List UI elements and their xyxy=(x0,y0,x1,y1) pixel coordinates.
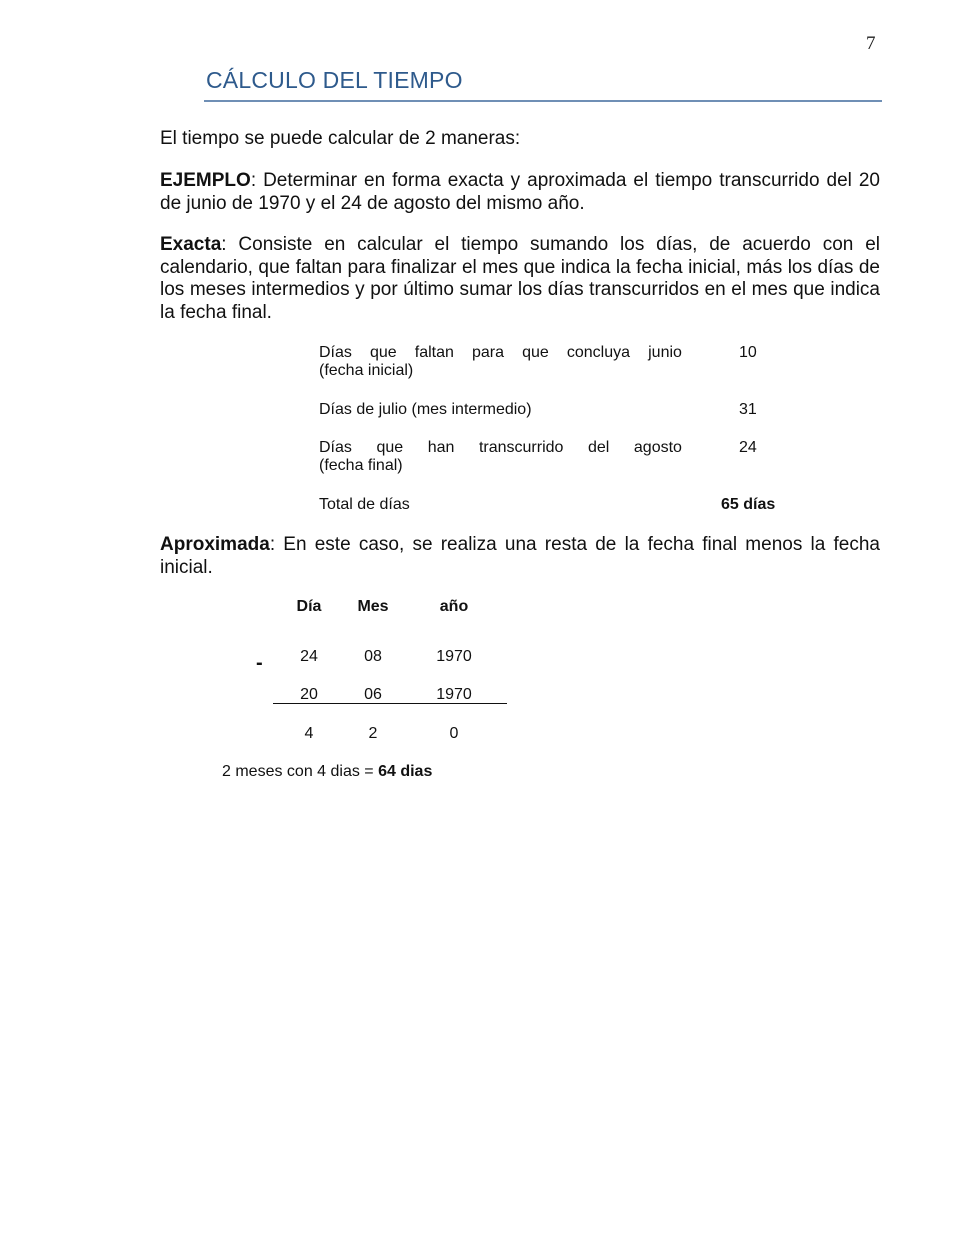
exacta-text: : Consiste en calcular el tiempo sumando los días, de acuerdo con el calendario, que faltan para finalizar el mes que indica la fecha inicial, más los días de los meses intermedios y por último sumar los días transcurridos en el mes que indica la fecha final. xyxy=(160,234,880,323)
exacta-paragraph xyxy=(160,234,880,324)
title-underline xyxy=(204,100,882,102)
aproximada-paragraph xyxy=(160,534,880,579)
exact-row-label-word: faltan xyxy=(414,344,454,361)
exact-row-label-line2: (fecha final) xyxy=(319,457,403,474)
total-label: Total de días xyxy=(319,496,410,513)
exact-row-value: 24 xyxy=(739,439,757,456)
minuend-dia: 24 xyxy=(300,648,318,665)
exact-row-label-word: que xyxy=(376,439,404,456)
result-ano: 0 xyxy=(449,725,459,742)
total-value: 65 días xyxy=(721,496,776,513)
exact-row-label-word: que xyxy=(522,344,549,361)
aproximada-text: : En este caso, se realiza una resta de la fecha final menos la fecha inicial. xyxy=(160,534,880,578)
ejemplo-text: : Determinar en forma exacta y aproximada el tiempo transcurrido del 20 de junio de 1970 y el 24 de agosto del mismo año. xyxy=(160,170,880,214)
exact-row-label-word: Días xyxy=(319,344,352,361)
exact-row-value: 31 xyxy=(739,401,757,418)
summary-result: 64 dias xyxy=(378,763,433,780)
exact-row-label-word: que xyxy=(369,344,397,361)
minus-sign: - xyxy=(256,652,263,674)
exact-row-label-line2: (fecha inicial) xyxy=(319,362,414,379)
subtrahend-dia: 20 xyxy=(300,686,318,703)
aproximada-label: Aproximada xyxy=(160,534,270,555)
exacta-label: Exacta xyxy=(160,234,222,255)
header-ano: año xyxy=(439,598,469,615)
minuend-ano: 1970 xyxy=(436,648,472,665)
exact-row-label-word: transcurrido xyxy=(478,439,564,456)
exact-row-label-word: concluya xyxy=(566,344,631,361)
exact-row-label-word: del xyxy=(587,439,610,456)
exact-row-value: 10 xyxy=(739,344,757,361)
header-mes: Mes xyxy=(357,598,389,615)
exact-row-label-word: para xyxy=(471,344,505,361)
subtrahend-ano: 1970 xyxy=(436,686,472,703)
exact-row-label xyxy=(319,344,682,380)
ejemplo-paragraph xyxy=(160,170,880,215)
header-dia: Día xyxy=(296,598,322,615)
exact-row-label-word: agosto xyxy=(633,439,682,456)
exact-row-label-word: Días xyxy=(319,439,352,456)
subtrahend-mes: 06 xyxy=(364,686,382,703)
subtraction-rule xyxy=(273,703,507,704)
summary-prefix: 2 meses con 4 dias = xyxy=(222,763,379,780)
exact-row-label: Días de julio (mes intermedio) xyxy=(319,401,532,418)
exact-row-label xyxy=(319,439,682,475)
section-title: CÁLCULO DEL TIEMPO xyxy=(206,67,463,93)
exact-row-label-word: han xyxy=(427,439,455,456)
page-number: 7 xyxy=(866,33,876,54)
result-mes: 2 xyxy=(368,725,378,742)
minuend-mes: 08 xyxy=(364,648,382,665)
result-dia: 4 xyxy=(304,725,314,742)
intro-paragraph: El tiempo se puede calcular de 2 maneras: xyxy=(160,128,521,149)
ejemplo-label: EJEMPLO xyxy=(160,170,251,191)
exact-row-label-word: junio xyxy=(648,344,682,361)
summary-line xyxy=(222,763,432,781)
